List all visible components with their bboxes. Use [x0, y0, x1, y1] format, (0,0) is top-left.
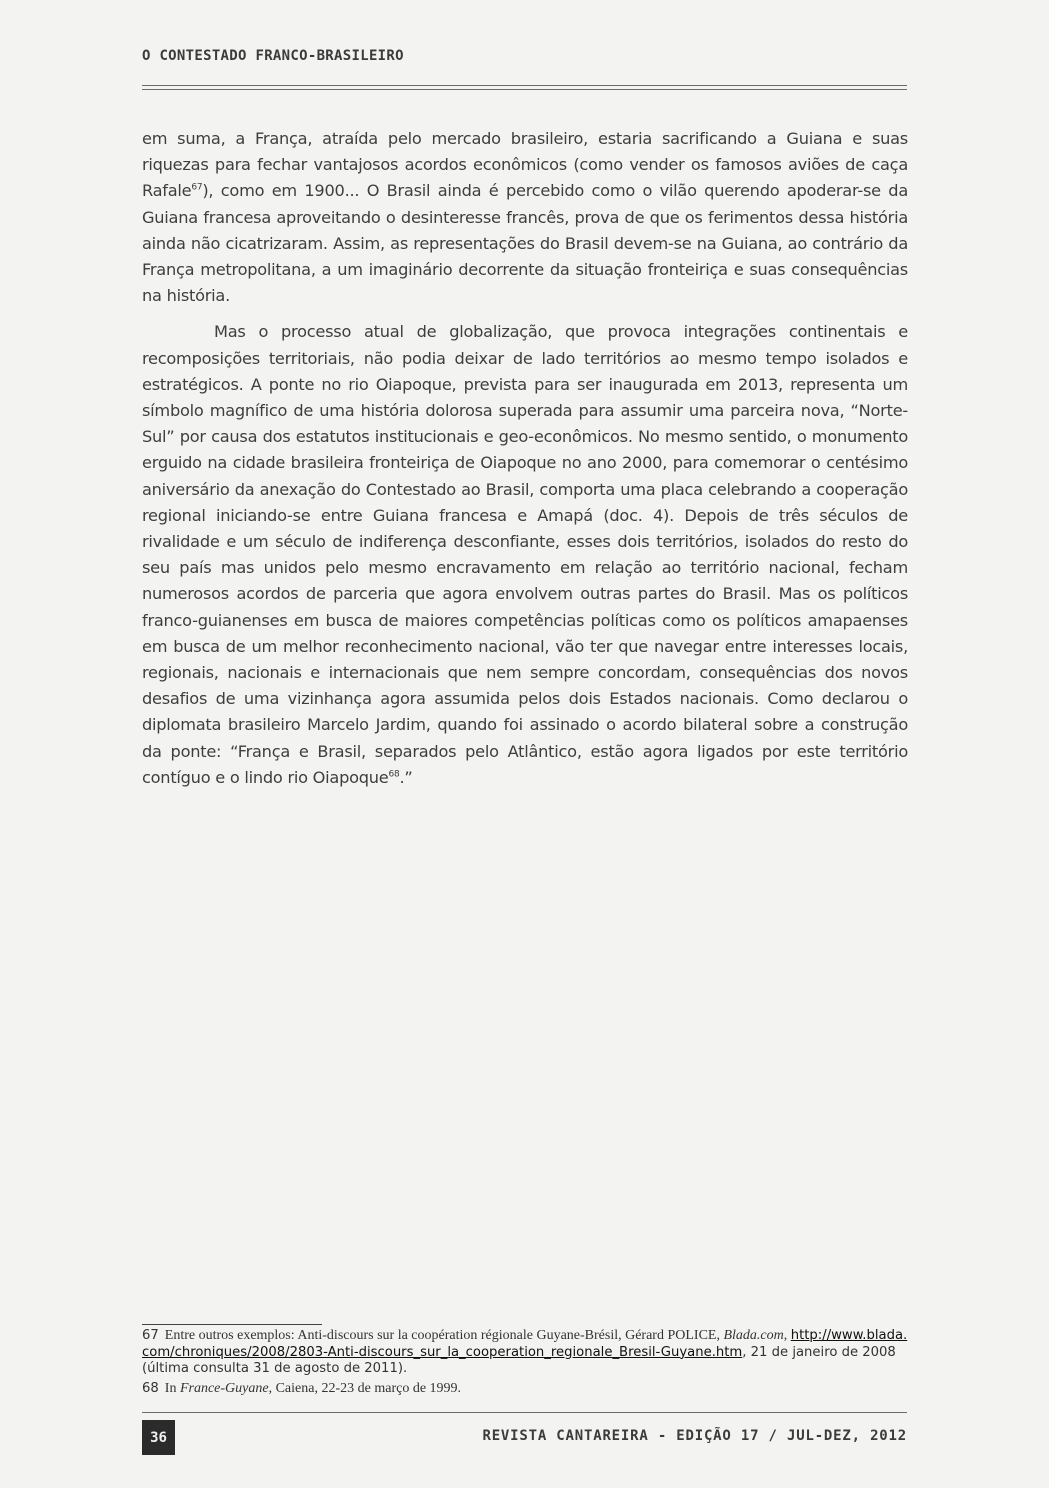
footnotes: [142, 1328, 908, 1397]
footnote-number: 68: [142, 1380, 159, 1396]
footnote-date: , 21 de janeiro de 2008 (última consulta 31 de agosto de 2011).: [142, 1344, 896, 1377]
footnote-68: [142, 1381, 908, 1398]
footnote-text: Entre outros exemplos: Anti-discours sur la coopération régionale Guyane-Brésil, Gérard POLICE,: [164, 1328, 724, 1343]
footnote-source: Blada.com: [723, 1328, 784, 1343]
footnote-separator: [142, 1324, 322, 1325]
paragraph-2-text-end: .”: [399, 767, 413, 787]
footnote-link[interactable]: http://www.blada.com/chroniques/2008/2803-Anti-discours_sur_la_cooperation_regionale_Bresil-Guyane.htm: [142, 1328, 908, 1360]
page-number-badge: 36: [142, 1420, 175, 1455]
footnote-sep: ,: [783, 1328, 791, 1343]
footnote-source: France-Guyane: [179, 1380, 269, 1396]
paragraph-2-text: Mas o processo atual de globalização, que provoca integrações continentais e recomposições territoriais, não podia deixar de lado territórios ao mesmo tempo isolados e estratégicos. A ponte no rio Oiapoque, prevista para ser inaugurada em 2013, representa um símbolo magnífico de uma história dolorosa superada para assumir uma parceira nova, “Norte-Sul” por causa dos estatutos institucionais e geo-econômicos. No mesmo sentido, o monumento erguido na cidade brasileira fronteiriça de Oiapoque no ano 2000, para comemorar o centésimo aniversário da anexação do Contestado ao Brasil, comporta uma placa celebrando a cooperação regional iniciando-se entre Guiana francesa e Amapá (doc. 4). Depois de três séculos de rivalidade e um século de indiferença desconfiante, esses dois territórios, isolados do resto do seu país mas unidos pelo mesmo encravamento em relação ao território nacional, fecham numerosos acordos de parceria que agora envolvem outras partes do Brasil. Mas os políticos franco-guianenses em busca de maiores competências políticas como os políticos amapaenses em busca de um melhor reconhecimento nacional, vão ter que navegar entre interesses locais, regionais, nacionais e internacionais que nem sempre concordam, consequências dos novos desafios de uma vizinhança agora assumida pelos dois Estados nacionais. Como declarou o diplomata brasileiro Marcelo Jardim, quando foi assinado o acordo bilateral sobre a construção da ponte: “França e Brasil, separados pelo Atlântico, estão agora ligados por este território contíguo e o lindo rio Oiapoque: [142, 322, 908, 787]
article-body: [142, 126, 908, 791]
footnote-ref-68[interactable]: 68: [388, 769, 400, 780]
paragraph-2: [142, 319, 908, 791]
running-header-title: O CONTESTADO FRANCO-BRASILEIRO: [142, 48, 404, 64]
footer-rule: [142, 1412, 907, 1413]
header-rule-double: [142, 89, 907, 90]
footnote-ref-67[interactable]: 67: [191, 183, 203, 194]
footnote-67: [142, 1328, 908, 1378]
header-rule: [142, 85, 907, 86]
footnote-text: In: [164, 1380, 180, 1396]
paragraph-1: [142, 126, 908, 309]
paragraph-1-text: em suma, a França, atraída pelo mercado brasileiro, estaria sacrificando a Guiana e suas riquezas para fechar vantajosos acordos econômicos (como vender os famosos aviões de caça Rafale: [142, 129, 908, 201]
footnote-number: 67: [142, 1328, 159, 1343]
journal-footer: REVISTA CANTAREIRA - EDIÇÃO 17 / JUL-DEZ, 2012: [482, 1428, 907, 1444]
footnote-text-end: , Caiena, 22-23 de março de 1999.: [268, 1380, 462, 1396]
paragraph-1-text-cont: ), como em 1900... O Brasil ainda é percebido como o vilão querendo apoderar-se da Guiana francesa aproveitando o desinteresse francês, prova de que os ferimentos dessa história ainda não cicatrizaram. Assim, as representações do Brasil devem-se na Guiana, ao contrário da França metropolitana, a um imaginário decorrente da situação fronteiriça e suas consequências na história.: [142, 181, 908, 306]
